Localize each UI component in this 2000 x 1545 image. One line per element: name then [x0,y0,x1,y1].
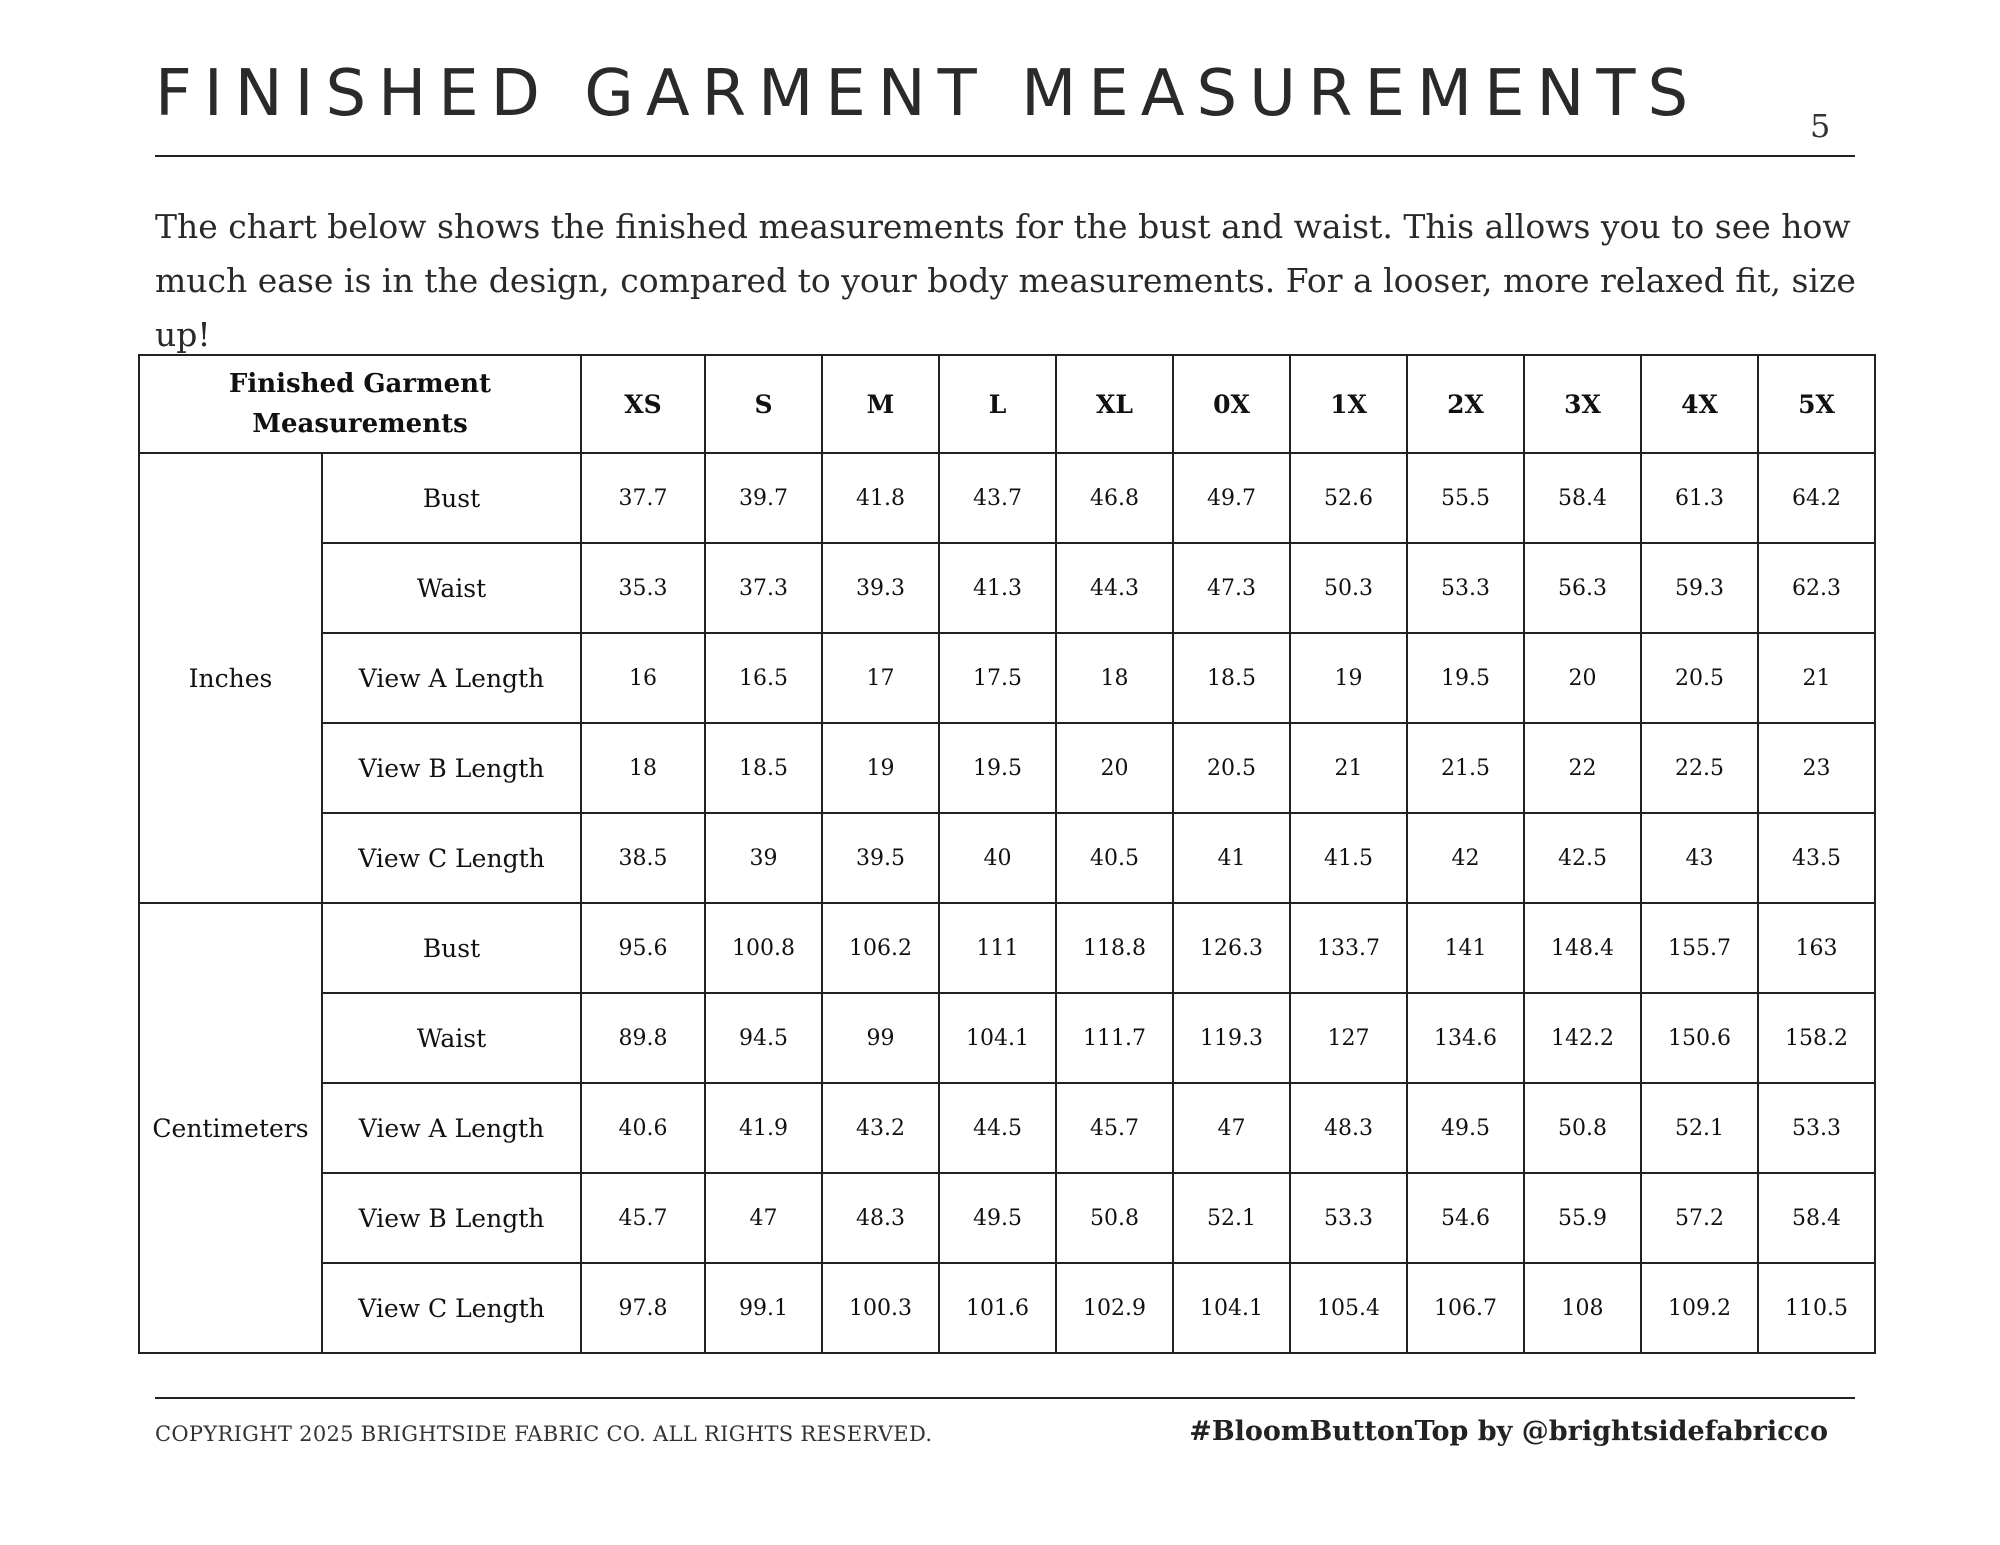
measurement-value-cell: 108 [1524,1263,1641,1353]
table-row [139,903,1875,993]
measurement-value-cell: 39 [705,813,822,903]
size-header: 1X [1290,355,1407,453]
measurement-value-cell: 111.7 [1056,993,1173,1083]
measurement-value-cell: 39.7 [705,453,822,543]
measurement-value-cell: 39.5 [822,813,939,903]
measurement-value-cell: 49.5 [1407,1083,1524,1173]
measurement-label: View C Length [322,1263,581,1353]
table-row [139,543,1875,633]
measurement-value-cell: 104.1 [939,993,1056,1083]
table-row [139,993,1875,1083]
size-header: S [705,355,822,453]
table-row [139,633,1875,723]
measurement-value-cell: 48.3 [822,1173,939,1263]
measurement-value-cell: 41.8 [822,453,939,543]
measurement-value-cell: 38.5 [581,813,705,903]
table-corner-header [139,355,581,453]
measurement-value-cell: 148.4 [1524,903,1641,993]
page-number: 5 [1810,107,1831,145]
social-hashtag: #BloomButtonTop by @brightsidefabricco [1189,1416,1828,1447]
measurement-value-cell: 20.5 [1641,633,1758,723]
measurement-value-cell: 18.5 [705,723,822,813]
measurement-value-cell: 118.8 [1056,903,1173,993]
measurement-label: View A Length [322,1083,581,1173]
measurement-value-cell: 119.3 [1173,993,1290,1083]
measurement-value-cell: 49.5 [939,1173,1056,1263]
measurement-value-cell: 37.7 [581,453,705,543]
measurement-value-cell: 45.7 [581,1173,705,1263]
measurement-value-cell: 105.4 [1290,1263,1407,1353]
measurement-value-cell: 56.3 [1524,543,1641,633]
measurement-value-cell: 49.7 [1173,453,1290,543]
table-row [139,813,1875,903]
measurement-value-cell: 35.3 [581,543,705,633]
measurement-value-cell: 21 [1290,723,1407,813]
measurement-value-cell: 155.7 [1641,903,1758,993]
size-header: M [822,355,939,453]
measurement-value-cell: 97.8 [581,1263,705,1353]
measurement-value-cell: 16.5 [705,633,822,723]
measurement-value-cell: 41.5 [1290,813,1407,903]
measurement-value-cell: 104.1 [1173,1263,1290,1353]
measurement-value-cell: 39.3 [822,543,939,633]
measurement-value-cell: 20.5 [1173,723,1290,813]
measurement-value-cell: 55.9 [1524,1173,1641,1263]
size-header: 0X [1173,355,1290,453]
measurement-value-cell: 109.2 [1641,1263,1758,1353]
measurement-value-cell: 20 [1524,633,1641,723]
table-row [139,1083,1875,1173]
size-header: L [939,355,1056,453]
size-header: XL [1056,355,1173,453]
measurement-value-cell: 43 [1641,813,1758,903]
measurement-value-cell: 55.5 [1407,453,1524,543]
size-header: 3X [1524,355,1641,453]
measurement-value-cell: 59.3 [1641,543,1758,633]
page-title: FINISHED GARMENT MEASUREMENTS [155,57,1701,131]
measurement-value-cell: 40 [939,813,1056,903]
measurement-value-cell: 158.2 [1758,993,1875,1083]
measurement-value-cell: 52.6 [1290,453,1407,543]
measurement-value-cell: 18 [1056,633,1173,723]
measurement-value-cell: 19 [1290,633,1407,723]
size-header: 4X [1641,355,1758,453]
measurement-label: Waist [322,993,581,1083]
measurement-value-cell: 99 [822,993,939,1083]
table-body [139,453,1875,1353]
measurement-value-cell: 18 [581,723,705,813]
table-row [139,1263,1875,1353]
measurement-value-cell: 126.3 [1173,903,1290,993]
measurement-value-cell: 23 [1758,723,1875,813]
measurement-value-cell: 102.9 [1056,1263,1173,1353]
measurement-value-cell: 47.3 [1173,543,1290,633]
size-header: 5X [1758,355,1875,453]
measurement-value-cell: 50.3 [1290,543,1407,633]
corner-line-1: Finished Garment [228,369,492,399]
measurement-value-cell: 58.4 [1524,453,1641,543]
measurement-value-cell: 163 [1758,903,1875,993]
measurement-value-cell: 53.3 [1758,1083,1875,1173]
size-header: 2X [1407,355,1524,453]
measurement-value-cell: 52.1 [1641,1083,1758,1173]
measurement-value-cell: 150.6 [1641,993,1758,1083]
measurement-value-cell: 54.6 [1407,1173,1524,1263]
measurement-value-cell: 106.7 [1407,1263,1524,1353]
corner-line-2: Measurements [252,409,468,439]
measurement-value-cell: 45.7 [1056,1083,1173,1173]
measurement-value-cell: 40.5 [1056,813,1173,903]
measurement-value-cell: 42.5 [1524,813,1641,903]
measurement-value-cell: 41.9 [705,1083,822,1173]
measurement-value-cell: 22 [1524,723,1641,813]
measurement-value-cell: 57.2 [1641,1173,1758,1263]
measurement-value-cell: 18.5 [1173,633,1290,723]
measurement-label: Bust [322,903,581,993]
measurement-value-cell: 47 [705,1173,822,1263]
measurement-value-cell: 19 [822,723,939,813]
unit-group-label: Centimeters [139,903,322,1353]
measurement-value-cell: 21 [1758,633,1875,723]
measurement-value-cell: 94.5 [705,993,822,1083]
measurement-value-cell: 127 [1290,993,1407,1083]
measurement-value-cell: 53.3 [1290,1173,1407,1263]
measurement-value-cell: 44.3 [1056,543,1173,633]
table-row [139,1173,1875,1263]
measurement-value-cell: 17.5 [939,633,1056,723]
measurement-value-cell: 44.5 [939,1083,1056,1173]
measurement-label: Bust [322,453,581,543]
unit-group-label: Inches [139,453,322,903]
measurement-value-cell: 101.6 [939,1263,1056,1353]
measurement-label: View A Length [322,633,581,723]
measurement-value-cell: 89.8 [581,993,705,1083]
measurement-value-cell: 43.2 [822,1083,939,1173]
size-header: XS [581,355,705,453]
measurement-value-cell: 48.3 [1290,1083,1407,1173]
measurement-value-cell: 142.2 [1524,993,1641,1083]
measurement-value-cell: 95.6 [581,903,705,993]
measurement-value-cell: 19.5 [1407,633,1524,723]
measurement-value-cell: 110.5 [1758,1263,1875,1353]
measurement-value-cell: 17 [822,633,939,723]
measurements-table [138,354,1876,1354]
measurement-value-cell: 20 [1056,723,1173,813]
copyright-text: COPYRIGHT 2025 BRIGHTSIDE FABRIC CO. ALL RIGHTS RESERVED. [155,1422,933,1446]
measurement-value-cell: 61.3 [1641,453,1758,543]
measurement-value-cell: 19.5 [939,723,1056,813]
measurement-value-cell: 133.7 [1290,903,1407,993]
measurement-label: View B Length [322,723,581,813]
measurement-value-cell: 41 [1173,813,1290,903]
measurement-value-cell: 43.7 [939,453,1056,543]
measurement-value-cell: 22.5 [1641,723,1758,813]
measurement-value-cell: 50.8 [1524,1083,1641,1173]
measurement-value-cell: 21.5 [1407,723,1524,813]
measurement-label: Waist [322,543,581,633]
measurement-value-cell: 43.5 [1758,813,1875,903]
measurement-value-cell: 40.6 [581,1083,705,1173]
measurement-value-cell: 53.3 [1407,543,1524,633]
measurement-value-cell: 62.3 [1758,543,1875,633]
measurement-value-cell: 47 [1173,1083,1290,1173]
table-header-row [139,355,1875,453]
table-row [139,453,1875,543]
measurement-value-cell: 16 [581,633,705,723]
intro-paragraph: The chart below shows the finished measurements for the bust and waist. This allows you to see how much ease is in the design, compared to your body measurements. For a looser, more relaxed fit, size up! [155,207,1856,354]
measurement-value-cell: 111 [939,903,1056,993]
footer-divider [155,1397,1855,1399]
measurement-value-cell: 46.8 [1056,453,1173,543]
measurement-value-cell: 141 [1407,903,1524,993]
measurement-value-cell: 64.2 [1758,453,1875,543]
measurement-label: View C Length [322,813,581,903]
measurement-value-cell: 134.6 [1407,993,1524,1083]
measurement-value-cell: 41.3 [939,543,1056,633]
measurement-label: View B Length [322,1173,581,1263]
measurement-value-cell: 58.4 [1758,1173,1875,1263]
measurement-value-cell: 106.2 [822,903,939,993]
measurement-value-cell: 100.3 [822,1263,939,1353]
header-divider [155,155,1855,157]
measurement-value-cell: 50.8 [1056,1173,1173,1263]
measurement-value-cell: 42 [1407,813,1524,903]
measurement-value-cell: 99.1 [705,1263,822,1353]
measurement-value-cell: 100.8 [705,903,822,993]
measurement-value-cell: 37.3 [705,543,822,633]
table-row [139,723,1875,813]
measurement-value-cell: 52.1 [1173,1173,1290,1263]
